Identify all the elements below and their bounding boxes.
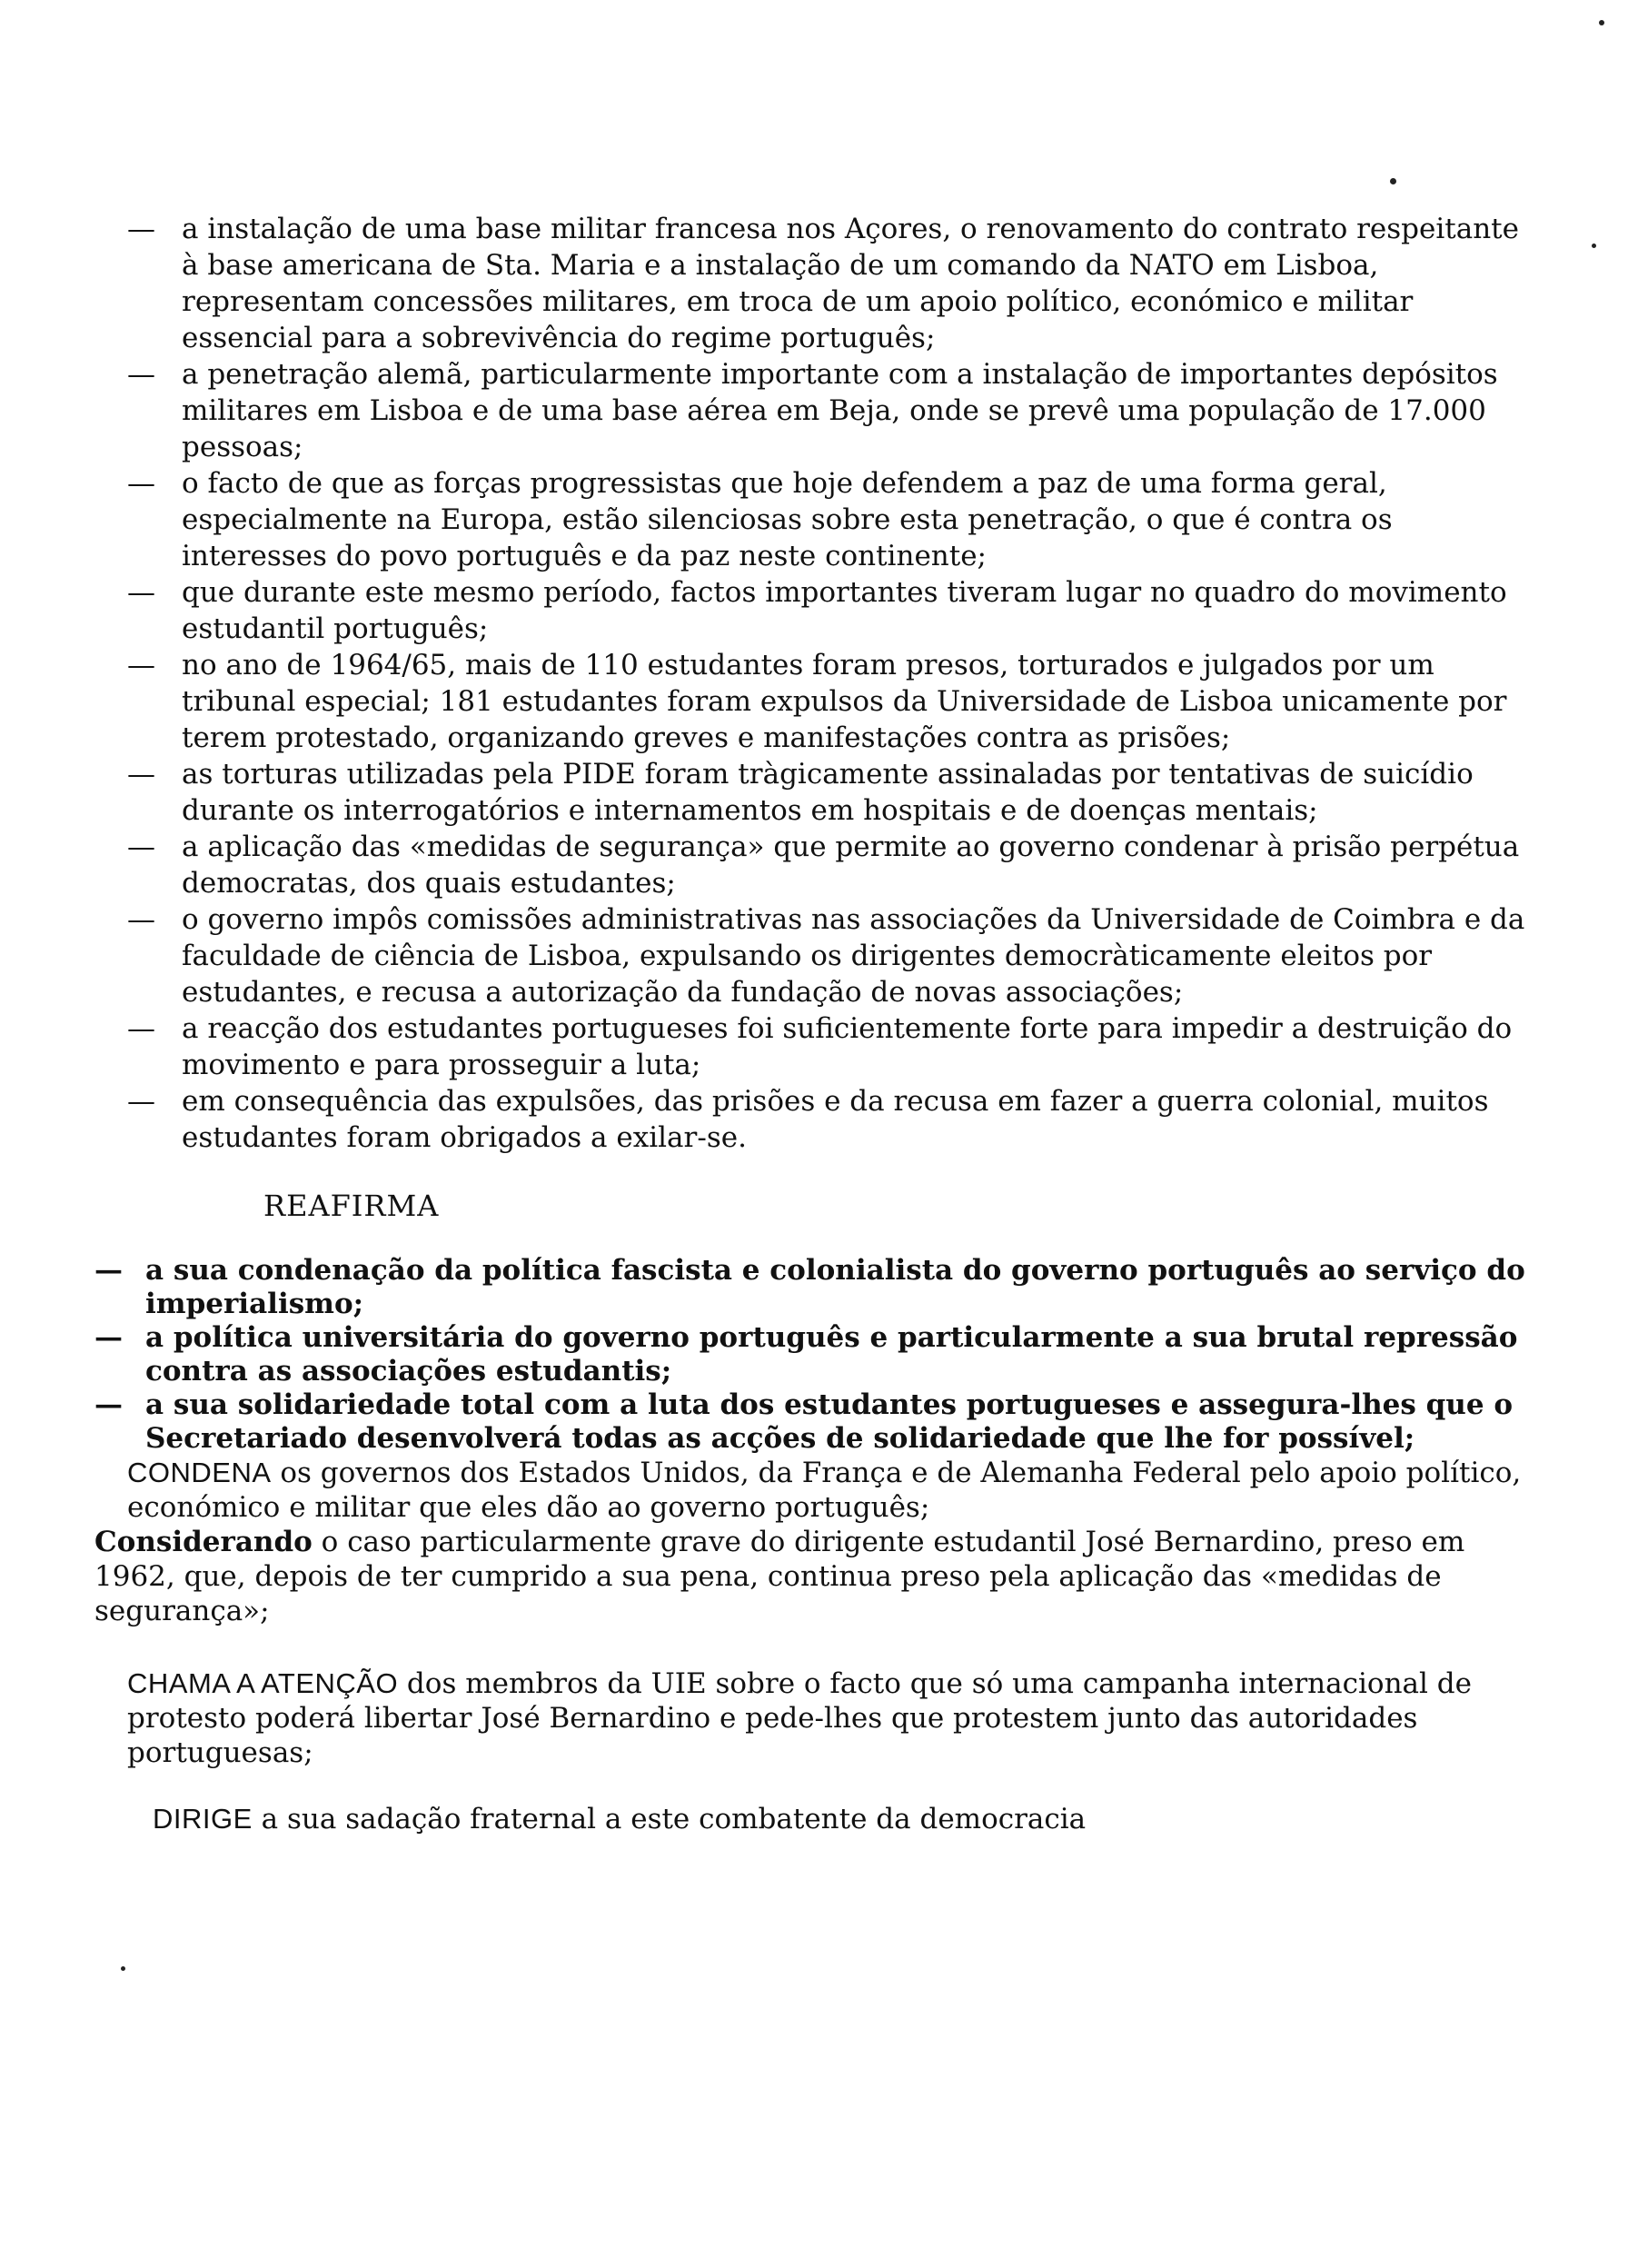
dash-marker: — bbox=[127, 903, 155, 936]
condena-lead: CONDENA bbox=[127, 1457, 272, 1488]
dash-marker: — bbox=[94, 1388, 123, 1421]
reafirma-heading: REAFIRMA bbox=[263, 1189, 440, 1223]
condena-paragraph bbox=[127, 1456, 1581, 1525]
scan-speck bbox=[1599, 20, 1604, 25]
reafirma-list bbox=[94, 1254, 1548, 1456]
list-item bbox=[127, 1010, 1544, 1083]
list-item-text: no ano de 1964/65, mais de 110 estudantes foram presos, torturados e julgados por um tribunal especial; 181 estudantes foram expulsos da Universidade de Lisboa unicamente por terem protestado, organizando greves e manifestações contra as prisões; bbox=[182, 649, 1507, 754]
list-item bbox=[127, 211, 1544, 356]
dirige-text: a sua sadação fraternal a este combatente da democracia bbox=[252, 1803, 1087, 1835]
dash-marker: — bbox=[94, 1321, 123, 1354]
dash-marker: — bbox=[127, 576, 155, 609]
list-item bbox=[127, 465, 1544, 574]
dirige-paragraph bbox=[153, 1802, 1606, 1836]
dirige-lead: DIRIGE bbox=[153, 1803, 253, 1835]
list-item bbox=[94, 1254, 1548, 1321]
list-item bbox=[127, 756, 1544, 829]
chama-paragraph bbox=[127, 1666, 1581, 1770]
dash-marker: — bbox=[127, 467, 155, 500]
dash-marker: — bbox=[127, 213, 155, 245]
list-item bbox=[127, 647, 1544, 756]
list-item bbox=[127, 574, 1544, 647]
list-item bbox=[127, 356, 1544, 465]
scan-speck bbox=[1390, 178, 1396, 184]
list-item bbox=[94, 1321, 1548, 1388]
dash-marker: — bbox=[94, 1254, 123, 1287]
considerando-paragraph bbox=[94, 1525, 1548, 1628]
dash-marker: — bbox=[127, 831, 155, 863]
list-item-text: a aplicação das «medidas de segurança» que permite ao governo condenar à prisão perpétua democratas, dos quais estudantes; bbox=[182, 831, 1520, 900]
list-item bbox=[127, 1083, 1544, 1156]
dash-marker: — bbox=[127, 1012, 155, 1045]
condena-text: os governos dos Estados Unidos, da França e de Alemanha Federal pelo apoio político, económico e militar que eles dão ao governo português; bbox=[127, 1457, 1522, 1524]
chama-lead: CHAMA A ATENÇÃO bbox=[127, 1667, 399, 1699]
considerando-text: o caso particularmente grave do dirigente estudantil José Bernardino, preso em 1962, que, depois de ter cumprido a sua pena, continua preso pela aplicação das «medidas de segurança»; bbox=[94, 1526, 1465, 1627]
dash-marker: — bbox=[127, 1085, 155, 1118]
scan-speck bbox=[1592, 244, 1596, 248]
dash-marker: — bbox=[127, 358, 155, 391]
dash-marker: — bbox=[127, 649, 155, 681]
body-list bbox=[127, 211, 1544, 1156]
list-item bbox=[127, 901, 1544, 1010]
scan-speck bbox=[121, 1966, 125, 1971]
list-item-text: que durante este mesmo período, factos importantes tiveram lugar no quadro do movimento estudantil português; bbox=[182, 576, 1507, 645]
list-item-text: a sua condenação da política fascista e colonialista do governo português ao serviço do imperialismo; bbox=[145, 1254, 1525, 1320]
list-item-text: a sua solidariedade total com a luta dos estudantes portugueses e assegura-lhes que o Secretariado desenvolverá todas as acções de solidariedade que lhe for possível; bbox=[145, 1388, 1514, 1455]
list-item-text: em consequência das expulsões, das prisões e da recusa em fazer a guerra colonial, muitos estudantes foram obrigados a exilar-se. bbox=[182, 1085, 1489, 1154]
list-item-text: a reacção dos estudantes portugueses foi suficientemente forte para impedir a destruição do movimento e para prosseguir a luta; bbox=[182, 1012, 1513, 1081]
list-item-text: a instalação de uma base militar francesa nos Açores, o renovamento do contrato respeitante à base americana de Sta. Maria e a instalação de um comando da NATO em Lisboa, representam concessões militares, em troca de um apoio político, económico e militar essencial para a sobrevivência do regime português; bbox=[182, 213, 1519, 354]
list-item-text: a penetração alemã, particularmente importante com a instalação de importantes depósitos militares em Lisboa e de uma base aérea em Beja, onde se prevê uma população de 17.000 pessoas; bbox=[182, 358, 1498, 463]
list-item-text: o governo impôs comissões administrativas nas associações da Universidade de Coimbra e da faculdade de ciência de Lisboa, expulsando os dirigentes democràticamente eleitos por estudantes, e recusa a autorização da fundação de novas associações; bbox=[182, 903, 1525, 1009]
chama-text: dos membros da UIE sobre o facto que só uma campanha internacional de protesto poderá libertar José Bernardino e pede-lhes que protestem junto das autoridades portuguesas; bbox=[127, 1667, 1472, 1769]
list-item bbox=[94, 1388, 1548, 1456]
list-item bbox=[127, 829, 1544, 901]
considerando-lead: Considerando bbox=[94, 1526, 313, 1558]
list-item-text: o facto de que as forças progressistas que hoje defendem a paz de uma forma geral, especialmente na Europa, estão silenciosas sobre esta penetração, o que é contra os interesses do povo português e da paz neste continente; bbox=[182, 467, 1393, 572]
list-item-text: a política universitária do governo português e particularmente a sua brutal repressão contra as associações estudantis; bbox=[145, 1321, 1518, 1388]
list-item-text: as torturas utilizadas pela PIDE foram tràgicamente assinaladas por tentativas de suicídio durante os interrogatórios e internamentos em hospitais e de doenças mentais; bbox=[182, 758, 1474, 827]
dash-marker: — bbox=[127, 758, 155, 791]
